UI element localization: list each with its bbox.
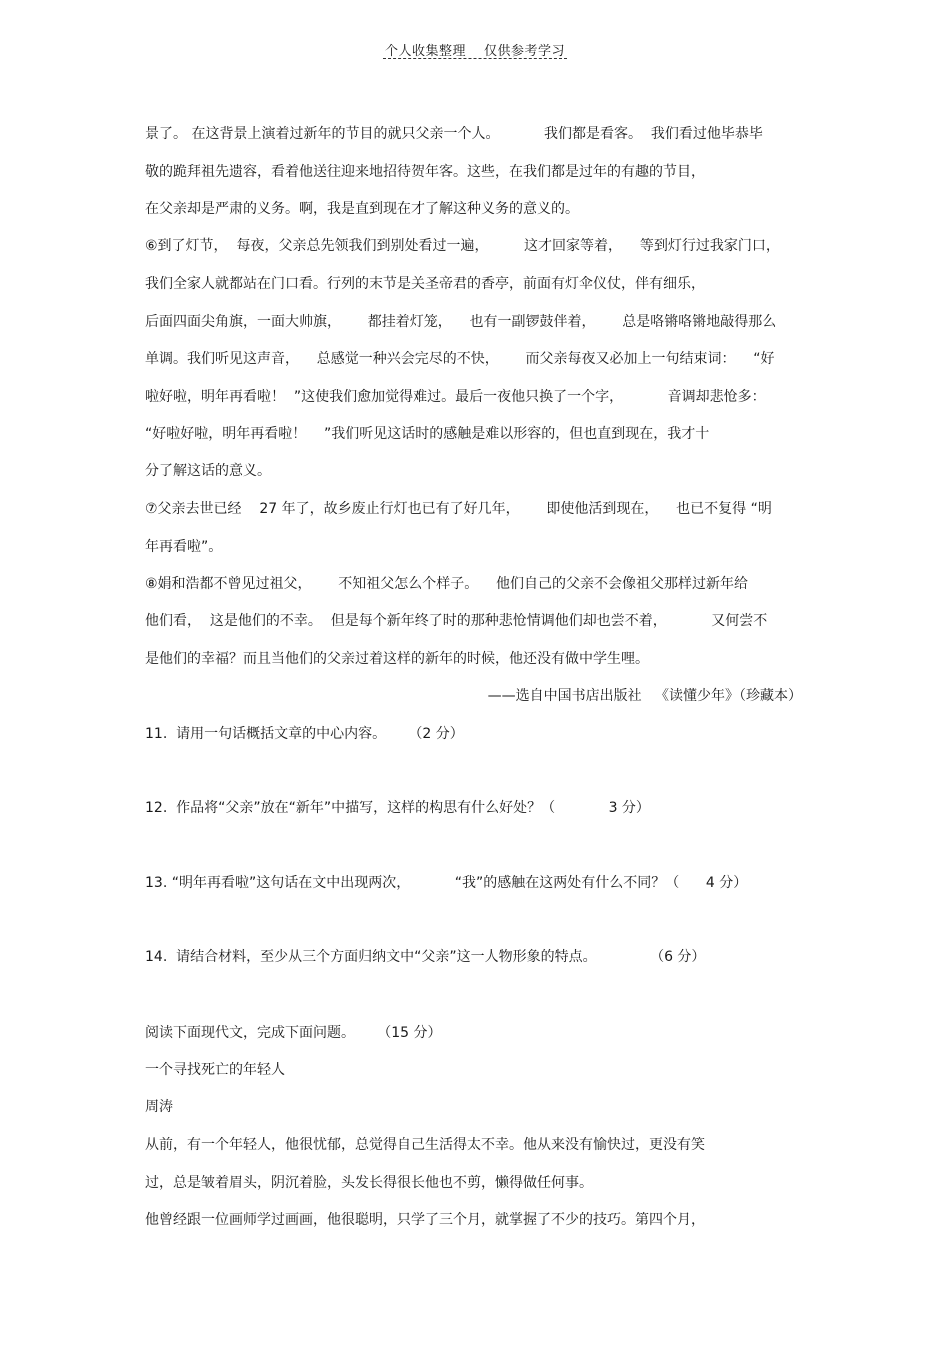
question-13: 13. “明年再看啦”这句话在文中出现两次， “我”的感触在这两处有什么不同？（ 4 分）	[145, 875, 748, 891]
article-line: 过，总是皱着眉头，阴沉着脸，头发长得很长他也不剪，懒得做任何事。	[145, 1175, 593, 1191]
question-12: 12. 作品将“父亲”放在“新年”中描写，这样的构思有什么好处？（ 3 分）	[145, 800, 650, 816]
body-line: 他们看， 这是他们的不幸。 但是每个新年终了时的那种悲怆情调他们却也尝不着， 又何尝不	[145, 613, 768, 629]
article-line: 从前，有一个年轻人，他很忧郁，总觉得自己生活得太不幸。他从来没有愉快过，更没有笑	[145, 1137, 705, 1153]
body-line: 后面四面尖角旗，一面大帅旗， 都挂着灯笼， 也有一副锣鼓伴着， 总是咯锵咯锵地敲得那么	[145, 314, 777, 330]
body-line: 景了。 在这背景上演着过新年的节目的就只父亲一个人。 我们都是看客。 我们看过他毕恭毕	[145, 126, 763, 142]
header-divider	[383, 58, 567, 59]
section-intro: 阅读下面现代文，完成下面问题。 （15 分）	[145, 1025, 442, 1041]
body-line: ⑥到了灯节， 每夜，父亲总先领我们到别处看过一遍， 这才回家等着， 等到灯行过我家门口，	[145, 238, 780, 254]
body-line: 单调。我们听见这声音， 总感觉一种兴会完尽的不快， 而父亲每夜又必加上一句结束词： “好	[145, 351, 775, 367]
body-line: 敬的跪拜祖先遗容，看着他送往迎来地招待贺年客。这些，在我们都是过年的有趣的节目，	[145, 164, 705, 180]
body-line: ⑧娟和浩都不曾见过祖父， 不知祖父怎么个样子。 他们自己的父亲不会像祖父那样过新年给	[145, 576, 749, 592]
page-header	[0, 40, 950, 59]
article-author: 周涛	[145, 1099, 173, 1115]
body-line: 在父亲却是严肃的义务。啊，我是直到现在才了解这种义务的意义的。	[145, 201, 579, 217]
question-14: 14. 请结合材料，至少从三个方面归纳文中“父亲”这一人物形象的特点。 （6 分）	[145, 949, 706, 965]
body-line: 分了解这话的意义。	[145, 463, 271, 479]
header-right-text: 仅供参考学习	[484, 44, 566, 59]
header-left-text: 个人收集整理	[384, 44, 466, 59]
body-line: 啦好啦，明年再看啦！ ”这使我们愈加觉得难过。最后一夜他只换了一个字， 音调却悲怆多：	[145, 389, 766, 405]
question-11: 11. 请用一句话概括文章的中心内容。 （2 分）	[145, 726, 464, 742]
body-line: “好啦好啦，明年再看啦！ ”我们听见这话时的感触是难以形容的，但也直到现在，我才十	[145, 426, 710, 442]
article-line: 他曾经跟一位画师学过画画，他很聪明，只学了三个月，就掌握了不少的技巧。第四个月，	[145, 1212, 705, 1228]
body-line: 我们全家人就都站在门口看。行列的末节是关圣帝君的香亭，前面有灯伞仪仗，伴有细乐，	[145, 276, 705, 292]
body-line: 年再看啦”。	[145, 539, 223, 555]
source-attribution: ——选自中国书店出版社 《读懂少年》（珍藏本）	[487, 688, 802, 704]
body-line: ⑦父亲去世已经 27 年了，故乡废止行灯也已有了好几年， 即使他活到现在， 也已不复得 “明	[145, 501, 772, 517]
body-line: 是他们的幸福？而且当他们的父亲过着这样的新年的时候，他还没有做中学生哩。	[145, 651, 649, 667]
article-title: 一个寻找死亡的年轻人	[145, 1062, 285, 1078]
